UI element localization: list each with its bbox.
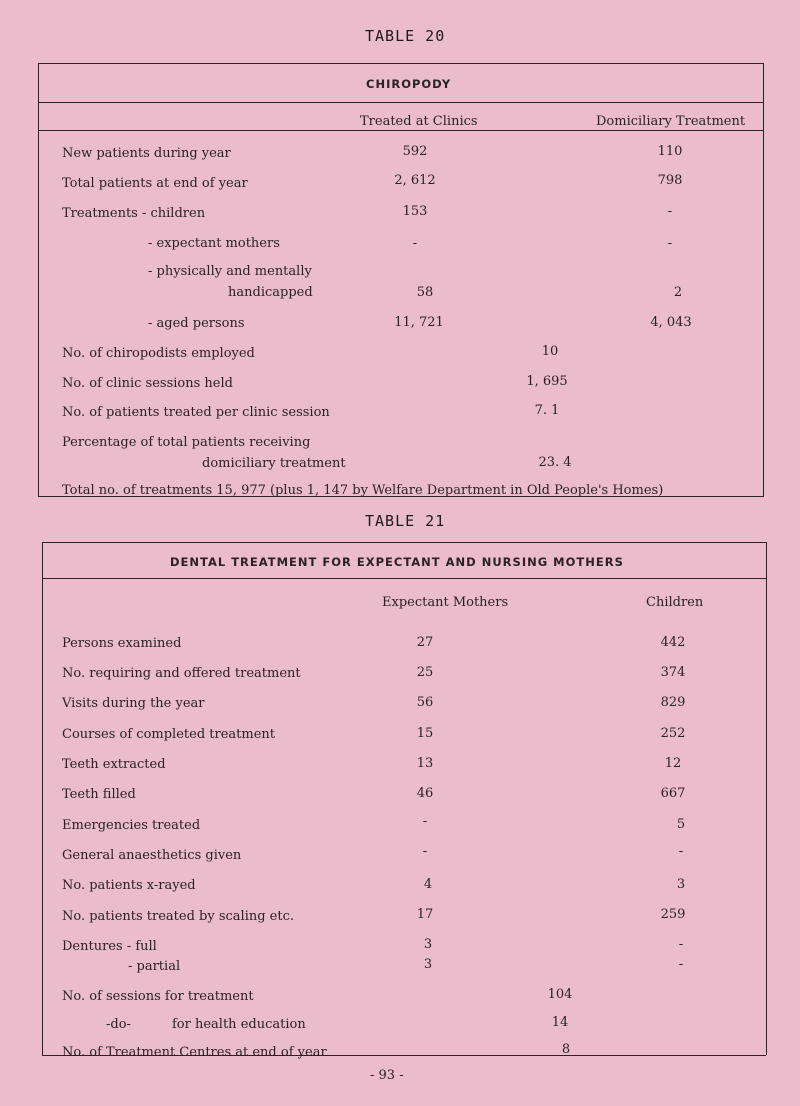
children-value: 259 bbox=[660, 907, 686, 922]
row-label: Teeth extracted bbox=[62, 757, 166, 772]
clinic-value: - bbox=[412, 236, 418, 251]
row-label: Emergencies treated bbox=[62, 818, 201, 833]
single-value: 8 bbox=[561, 1042, 571, 1057]
col-header-children: Children bbox=[646, 595, 704, 610]
row-label: - physically and mentally bbox=[148, 264, 312, 279]
row-label-continued: for health education bbox=[172, 1017, 306, 1032]
mothers-value: 13 bbox=[416, 756, 434, 771]
mothers-value: 17 bbox=[416, 907, 434, 922]
mothers-value: 27 bbox=[416, 635, 434, 650]
row-label: - partial bbox=[128, 959, 181, 974]
clinic-value: 58 bbox=[416, 285, 434, 300]
mothers-value: - bbox=[422, 814, 428, 829]
mothers-value: 25 bbox=[416, 665, 434, 680]
row-label: Treatments - children bbox=[62, 206, 206, 221]
row-label-continued: handicapped bbox=[228, 285, 313, 300]
row-label: Visits during the year bbox=[62, 696, 205, 711]
mothers-value: 3 bbox=[423, 957, 433, 972]
mothers-value: 15 bbox=[416, 726, 434, 741]
row-label: Persons examined bbox=[62, 636, 182, 651]
children-value: 5 bbox=[676, 817, 686, 832]
row-label: - aged persons bbox=[148, 316, 245, 331]
single-value: 1, 695 bbox=[526, 374, 568, 389]
children-value: 12 bbox=[664, 756, 682, 771]
row-label: -do- bbox=[106, 1017, 131, 1032]
clinic-value: 153 bbox=[402, 204, 428, 219]
children-value: - bbox=[678, 844, 684, 859]
children-value: 3 bbox=[676, 877, 686, 892]
mothers-value: 4 bbox=[423, 877, 433, 892]
row-label: No. of clinic sessions held bbox=[62, 376, 233, 391]
clinic-value: 2, 612 bbox=[394, 173, 436, 188]
children-value: 829 bbox=[660, 695, 686, 710]
domiciliary-value: 2 bbox=[673, 285, 683, 300]
table-20-title: TABLE 20 bbox=[365, 27, 446, 45]
domiciliary-value: 4, 043 bbox=[650, 315, 692, 330]
row-label: Teeth filled bbox=[62, 787, 136, 802]
row-label: No. of patients treated per clinic session bbox=[62, 405, 330, 420]
domiciliary-value: 798 bbox=[657, 173, 683, 188]
table-21-heading: DENTAL TREATMENT FOR EXPECTANT AND NURSING MOTHERS bbox=[170, 555, 624, 569]
row-label: No. of sessions for treatment bbox=[62, 989, 254, 1004]
col-header-clinics: Treated at Clinics bbox=[360, 114, 478, 129]
children-value: 252 bbox=[660, 726, 686, 741]
single-value: 23. 4 bbox=[538, 455, 572, 470]
children-value: - bbox=[678, 937, 684, 952]
children-value: - bbox=[678, 957, 684, 972]
mothers-value: 46 bbox=[416, 786, 434, 801]
single-value: 7. 1 bbox=[534, 403, 560, 418]
children-value: 667 bbox=[660, 786, 686, 801]
row-label: No. requiring and offered treatment bbox=[62, 666, 301, 681]
row-label: Dentures - full bbox=[62, 939, 157, 954]
row-label: No. of Treatment Centres at end of year bbox=[62, 1045, 327, 1060]
mothers-value: 3 bbox=[423, 937, 433, 952]
single-value: 14 bbox=[551, 1015, 569, 1030]
footnote: Total no. of treatments 15, 977 (plus 1, 147 by Welfare Department in Old People's Homes) bbox=[62, 483, 664, 498]
row-label: Courses of completed treatment bbox=[62, 727, 276, 742]
col-header-expectant-mothers: Expectant Mothers bbox=[382, 595, 509, 610]
row-label: - expectant mothers bbox=[148, 236, 280, 251]
row-label: No. patients treated by scaling etc. bbox=[62, 909, 295, 924]
row-label: New patients during year bbox=[62, 146, 231, 161]
domiciliary-value: 110 bbox=[657, 144, 683, 159]
row-label: General anaesthetics given bbox=[62, 848, 242, 863]
row-label: Percentage of total patients receiving bbox=[62, 435, 311, 450]
mothers-value: 56 bbox=[416, 695, 434, 710]
table-21-title: TABLE 21 bbox=[365, 512, 446, 530]
table-20-heading: CHIROPODY bbox=[366, 77, 452, 91]
single-value: 10 bbox=[541, 344, 559, 359]
clinic-value: 592 bbox=[402, 144, 428, 159]
domiciliary-value: - bbox=[667, 236, 673, 251]
col-header-domiciliary: Domiciliary Treatment bbox=[596, 114, 746, 129]
page-number: - 93 - bbox=[370, 1068, 404, 1083]
row-label: No. patients x-rayed bbox=[62, 878, 196, 893]
domiciliary-value: - bbox=[667, 204, 673, 219]
clinic-value: 11, 721 bbox=[394, 315, 444, 330]
row-label: Total patients at end of year bbox=[62, 176, 248, 191]
mothers-value: - bbox=[422, 844, 428, 859]
row-label-continued: domiciliary treatment bbox=[202, 456, 346, 471]
single-value: 104 bbox=[547, 987, 573, 1002]
children-value: 374 bbox=[660, 665, 686, 680]
row-label: No. of chiropodists employed bbox=[62, 346, 255, 361]
children-value: 442 bbox=[660, 635, 686, 650]
